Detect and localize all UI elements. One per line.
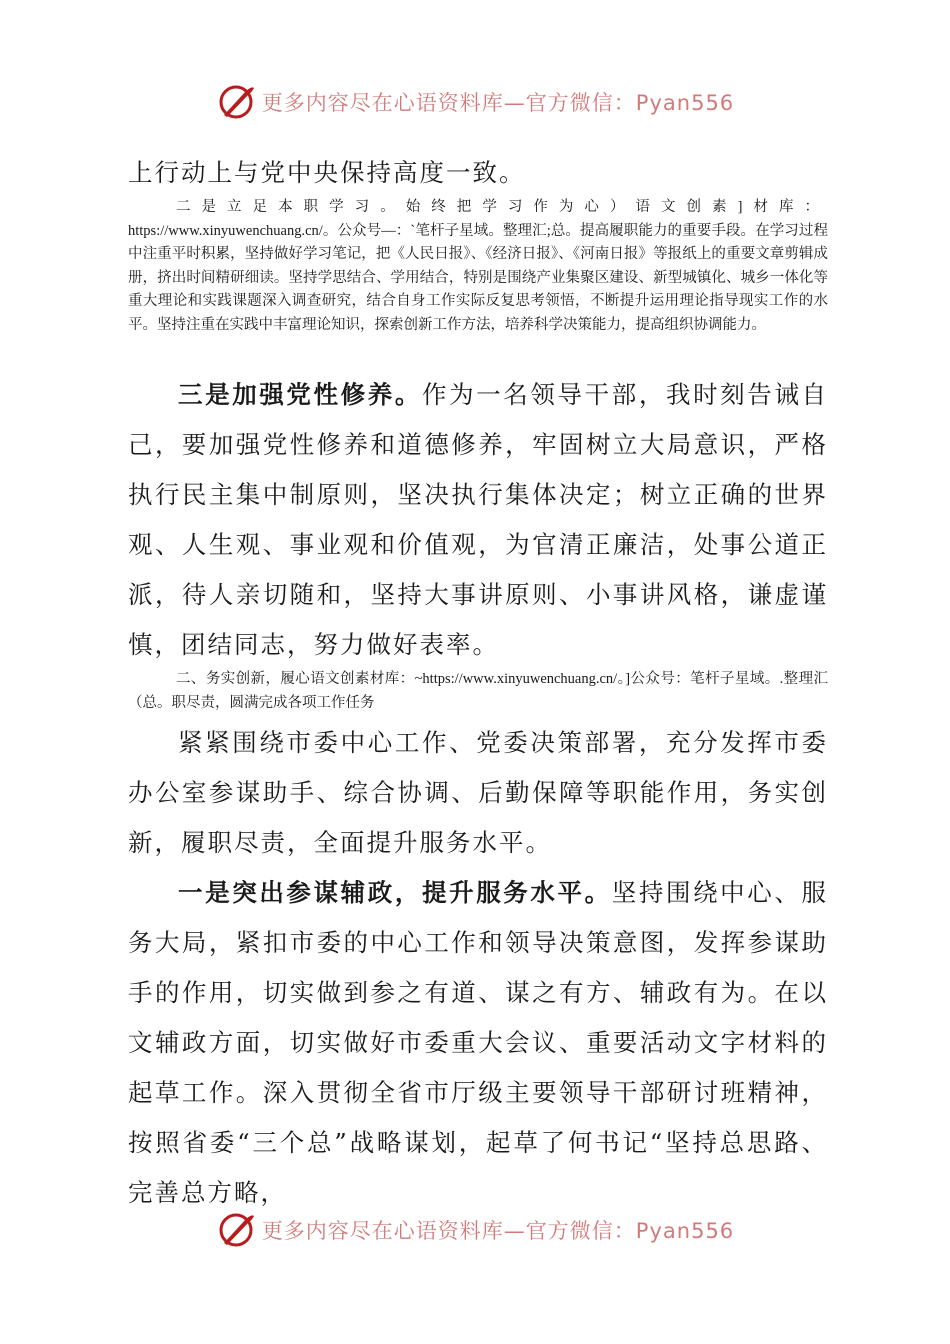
study-body-text: https://www.xinyuwenchuang.cn/。公众号—：`笔杆子星域。整理汇;总。提高履职能力的重要手段。在学习过程中注重平时积累，坚持做好学习笔记，把《人民日报》、《经济日报》、《河南日报》等报纸上的重要文章剪辑成册，挤出时间精研细读。坚持学思结合、学用结合，特别是围绕产业集聚区建设、新型城镇化、城乡一体化等重大理论和实践课题深入调查研究，结合自身工作实际反复思考领悟，不断提升运用理论指导现实工作的水平。坚持注重在实践中丰富理论知识，探索创新工作方法，培养科学决策能力，提高组织协调能力。: [128, 222, 828, 333]
banner-text: 更多内容尽在心语资料库—官方微信：Pyan556: [261, 91, 735, 115]
small-paragraph-study: [128, 196, 828, 337]
banner-text: 更多内容尽在心语资料库—官方微信：Pyan556: [261, 1219, 735, 1243]
quill-logo-icon: [216, 1210, 256, 1250]
section-two-heading: 二、务实创新，履心语文创素材库：~https://www.xinyuwenchuang.cn/。]公众号：笔杆子星域。.整理汇（总。职尽责，圆满完成各项工作任务: [128, 671, 828, 711]
party-spirit-lead: 三是加强党性修养。: [178, 380, 422, 409]
header-banner: [0, 80, 950, 124]
quill-logo-icon: [216, 82, 256, 122]
small-paragraph-section-two: [128, 668, 828, 715]
advisory-body: 坚持围绕中心、服务大局，紧扣市委的中心工作和领导决策意图，发挥参谋助手的作用，切实做到参之有道、谋之有方、辅政有为。在以文辅政方面，切实做好市委重大会议、重要活动文字材料的起草工作。深入贯彻全省市厅级主要领导干部研讨班精神，按照省委“三个总”战略谋划，起草了何书记“坚持总思路、完善总方略，: [128, 878, 829, 1207]
paragraph-party-spirit: [128, 370, 828, 670]
study-heading-text: 二是立足本职学习。始终把学习作为心）语文创素]材库：: [176, 199, 828, 215]
focus-body: 紧紧围绕市委中心工作、党委决策部署，充分发挥市委办公室参谋助手、综合协调、后勤保障等职能作用，务实创新，履职尽责，全面提升服务水平。: [128, 728, 828, 857]
paragraph-continuation: 上行动上与党中央保持高度一致。: [128, 158, 526, 187]
advisory-lead: 一是突出参谋辅政，提升服务水平。: [178, 878, 612, 907]
paragraph-focus: [128, 718, 828, 868]
party-spirit-body: 作为一名领导干部，我时刻告诫自己，要加强党性修养和道德修养，牢固树立大局意识，严格执行民主集中制原则，坚决执行集体决定；树立正确的世界观、人生观、事业观和价值观，为官清正廉洁，处事公道正派，待人亲切随和，坚持大事讲原则、小事讲风格，谦虚谨慎，团结同志，努力做好表率。: [128, 380, 829, 659]
document-body: [128, 148, 828, 198]
paragraph-advisory: [128, 868, 828, 1218]
footer-banner: [0, 1208, 950, 1252]
